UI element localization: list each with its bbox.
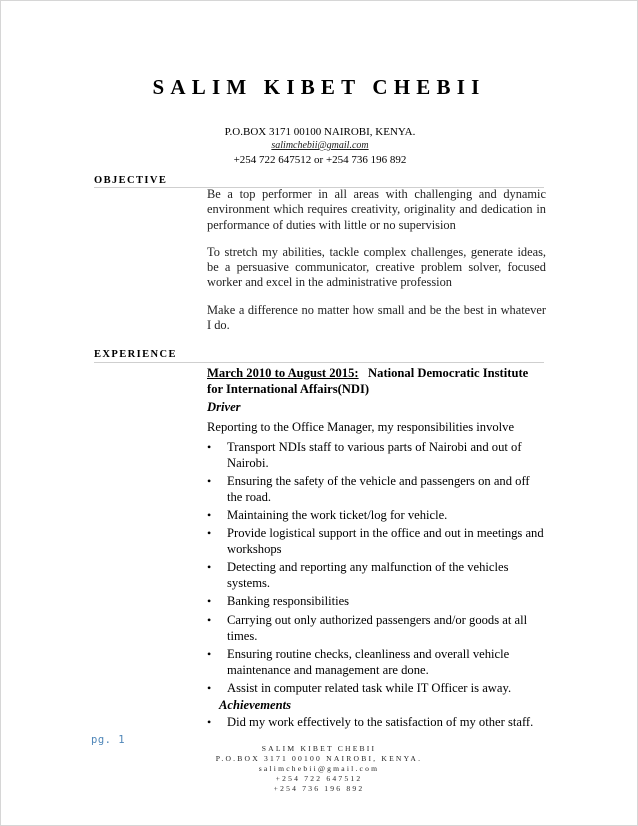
list-item: • Did my work effectively to the satisfaction of my other staff. [207,714,534,729]
objective-paragraph-2: To stretch my abilities, tackle complex challenges, generate ideas, be a persuasive communicator, creative problem solver, focused worker and excel in the administrative profession [207,244,546,290]
achievements-heading: Achievements [219,697,292,712]
responsibility-list [207,439,546,696]
job-intro: Reporting to the Office Manager, my responsibilities involve [207,420,515,434]
responsibility-text: Transport NDIs staff to various parts of Nairobi and out of Nairobi. [227,440,522,470]
responsibility-text: Carrying out only authorized passengers and/or goods at all times. [227,612,528,643]
objective-paragraph-3: Make a difference no matter how small and be the best in whatever I do. [207,302,546,333]
footer-name: SALIM KIBET CHEBII [261,744,377,753]
address-line: P.O.BOX 3171 00100 NAIROBI, KENYA. [224,126,416,138]
experience-divider [94,362,544,363]
job-heading [207,366,546,397]
candidate-name: SALIM KIBET CHEBII [152,75,486,99]
page-number: pg. 1 [91,734,126,746]
responsibility-text: Maintaining the work ticket/log for vehicle. [227,508,448,523]
job-dates: March 2010 to August 2015: [207,366,359,380]
experience-heading: EXPERIENCE [94,349,177,360]
page-footer [1,744,637,794]
phone-line: +254 722 647512 or +254 736 196 892 [233,154,407,166]
responsibility-text: Banking responsibilities [227,594,350,609]
objective-paragraph-1: Be a top performer in all areas with challenging and dynamic environment which requires creativity, originality and dedication in performance of duties with little or no supervision [207,187,546,232]
job-employer: National Democratic Institute for International Affairs(NDI) [207,366,529,396]
achievement-text: Did my work effectively to the satisfaction of my other staff. [227,714,534,729]
list-item: • Ensuring routine checks, cleanliness and overall vehicle maintenance and management are done. [207,646,510,677]
responsibility-text: Provide logistical support in the office and out in meetings and workshops [227,526,544,557]
responsibility-text: Ensuring routine checks, cleanliness and overall vehicle maintenance and management are done. [227,646,510,677]
job-title: Driver [207,400,241,414]
responsibility-text: Detecting and reporting any malfunction of the vehicles systems. [227,560,509,591]
list-item: • Provide logistical support in the office and out in meetings and workshops [207,526,544,557]
experience-content [207,366,546,732]
list-item: • Ensuring the safety of the vehicle and passengers on and off the road. [207,474,530,505]
list-item: • Assist in computer related task while IT Officer is away. [207,680,512,695]
list-item: • Transport NDIs staff to various parts of Nairobi and out of Nairobi. [207,440,522,470]
contact-block [216,125,424,167]
footer-address: P.O.BOX 3171 00100 NAIROBI, KENYA. [215,754,423,764]
responsibility-text: Assist in computer related task while IT Officer is away. [227,680,512,695]
objective-content [207,187,546,345]
email-link[interactable]: salimchebii@gmail.com [271,140,369,151]
list-item: • Banking responsibilities [207,594,350,609]
list-item: • Maintaining the work ticket/log for vehicle. [207,508,448,523]
footer-phone-2: +254 736 196 892 [273,784,365,794]
responsibility-text: Ensuring the safety of the vehicle and passengers on and off the road. [227,474,530,505]
objective-heading: OBJECTIVE [94,175,168,186]
footer-phone-1: +254 722 647512 [275,774,363,784]
footer-email: salimchebii@gmail.com [258,764,380,774]
achievement-list [207,714,546,730]
list-item: • Detecting and reporting any malfunction of the vehicles systems. [207,560,509,591]
list-item: • Carrying out only authorized passengers and/or goods at all times. [207,612,528,643]
